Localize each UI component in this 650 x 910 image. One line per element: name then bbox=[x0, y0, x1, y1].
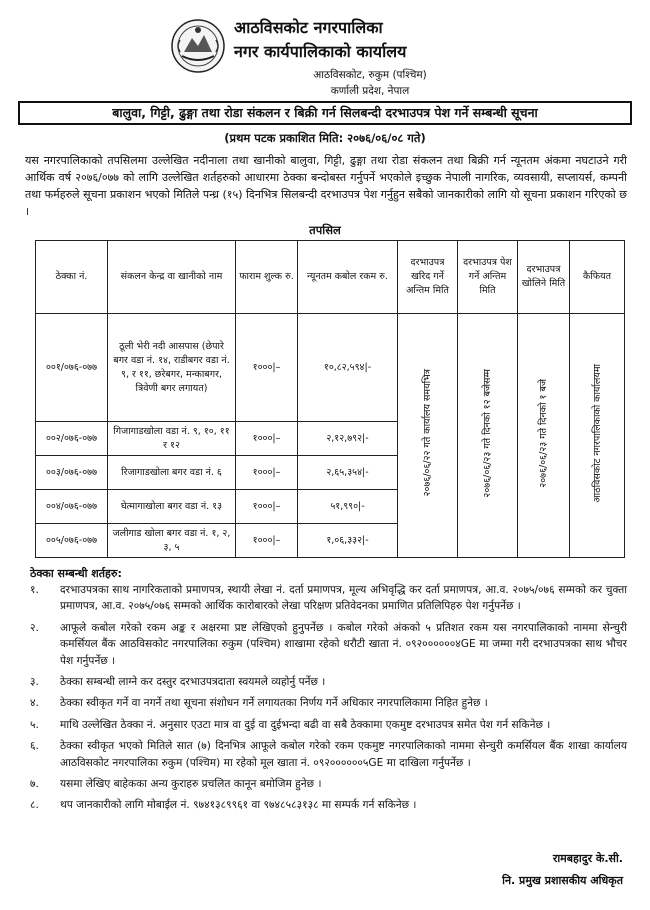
cell-amount: २,६५,३५४|- bbox=[298, 456, 398, 490]
table-header-row bbox=[36, 241, 625, 314]
cell-amount: २,१२,७९२|- bbox=[298, 422, 398, 456]
cell-open-date bbox=[518, 314, 570, 558]
header-remarks: कैफियत bbox=[570, 241, 625, 314]
cell-contract-no: ००४/०७६-०७७ bbox=[36, 490, 108, 524]
item-number: १. bbox=[30, 584, 39, 596]
cell-submit-date bbox=[458, 314, 518, 558]
list-item bbox=[30, 717, 627, 733]
item-text: दरभाउपत्रका साथ नागरिकताको प्रमाणपत्र, स्थायी लेखा नं. दर्ता प्रमाणपत्र, मूल्य अभिवृद्धि कर दर्ता प्रमाणपत्र, आ.व. २०७५/०७६ सम्मको कर चुक्ता प्रमाणपत्र, आ.व. २०७५/०७६ सम्मको आर्थिक कारोबारको लेखा परिक्षण प्रतिवेदनका प्रमाणित प्रतिलिपिहरु पेश गर्नुपर्नेछ । bbox=[60, 584, 627, 613]
open-date-text: २०७६/०६/२३ गते दिनको १ बजे bbox=[538, 378, 549, 488]
header-contract-no: ठेक्का नं. bbox=[36, 241, 108, 314]
item-text: आफूले कबोल गरेको रकम अङ्क र अक्षरमा प्रष्ट लेखिएको हुनुपर्नेछ । कबोल गरेको अंकको ५ प्रतिशत रकम यस नगरपालिकाको नाममा सेन्चुरी कमर्सियल बैंक आठविसकोट नगरपालिका रुकुम (पश्चिम) शाखामा रहेको धरौटी खाता नं. ०९२००००००४GE मा जम्मा गरी दरभाउपत्रका साथ भौचर पेश गर्नुपर्नेछ । bbox=[60, 621, 627, 667]
item-number: ६. bbox=[30, 740, 39, 753]
conditions-title: ठेक्का सम्बन्धी शर्तहरु: bbox=[30, 567, 122, 580]
item-text: ठेक्का स्वीकृत भएको मितिले सात (७) दिनभित्र आफूले कबोल गरेको रकम एकमुष्ट नगरपालिकाको नाममा सेन्चुरी कमर्सियल बैंक शाखा कार्यालय आठविसकोट नगरपालिका रुकुम (पश्चिम) मा रहेको मूल खाता नं. ०९२००००००५GE मा दाखिला गर्नुपर्नेछ । bbox=[60, 740, 627, 769]
cell-amount: १०,८२,५९४|- bbox=[298, 314, 398, 422]
header-form-fee: फाराम शुल्क रु. bbox=[236, 241, 298, 314]
header-location: संकलन केन्द्र वा खानीको नाम bbox=[108, 241, 236, 314]
cell-location: जलीगाड खोला बगर वडा नं. १, २, ३, ५ bbox=[108, 524, 236, 558]
cell-fee: १०००|– bbox=[236, 456, 298, 490]
item-text: माथि उल्लेखित ठेक्का नं. अनुसार एउटा मात्र वा दुई वा दुईभन्दा बढी वा सबै ठेक्कामा एकमुष्ट दरभाउपत्र समेत पेश गर्न सकिनेछ । bbox=[60, 718, 551, 731]
header-open-date: दरभाउपत्र खोलिने मिति bbox=[518, 241, 570, 314]
cell-contract-no: ००२/०७६-०७७ bbox=[36, 422, 108, 456]
nepal-government-emblem-icon bbox=[170, 18, 226, 74]
list-item bbox=[30, 797, 627, 813]
cell-amount: १,०६,३३२|- bbox=[298, 524, 398, 558]
cell-contract-no: ००१/०७६-०७७ bbox=[36, 314, 108, 422]
table-row bbox=[36, 314, 625, 422]
cell-contract-no: ००५/०७६-०७७ bbox=[36, 524, 108, 558]
cell-remarks bbox=[570, 314, 625, 558]
address-line-1: आठविसकोट, रुकुम (पश्चिम) bbox=[313, 69, 427, 81]
cell-location: गिजागाडखोला वडा नं. ९, १०, ११ र १२ bbox=[108, 422, 236, 456]
cell-location: रिजागाडखोला बगर वडा नं. ६ bbox=[108, 456, 236, 490]
list-item bbox=[30, 674, 627, 690]
item-number: २. bbox=[30, 621, 39, 634]
cell-amount: ५१,९९०|- bbox=[298, 490, 398, 524]
cell-fee: १०००|– bbox=[236, 314, 298, 422]
header-min-amount: न्यूनतम कबोल रकम रु. bbox=[298, 241, 398, 314]
item-text: थप जानकारीको लागि मोबाईल नं. ९७४१३८९९६१ वा ९७४८५८३१३८ मा सम्पर्क गर्न सकिनेछ । bbox=[60, 799, 417, 812]
item-number: ७. bbox=[30, 778, 39, 791]
cell-buy-date bbox=[398, 314, 458, 558]
signer-designation: नि. प्रमुख प्रशासकीय अधिकृत bbox=[502, 874, 623, 887]
cell-location: ठूली भेरी नदी आसपास (छेपारे बगर वडा नं. १४, राडीबगर वडा नं. ९, र ११, छरेबगर, मन्काबगर, त्रिवेणी बगर लगायत) bbox=[108, 314, 236, 422]
list-item bbox=[30, 582, 627, 615]
office-name: नगर कार्यपालिकाको कार्यालय bbox=[234, 42, 407, 61]
intro-paragraph bbox=[25, 152, 627, 220]
buy-date-text: २०७६/०६/२२ गते कार्यालय समयभित्र bbox=[422, 369, 433, 497]
item-number: ५. bbox=[30, 718, 39, 731]
item-text: ठेक्का सम्बन्धी लाग्ने कर दस्तुर दरभाउपत्रदाता स्वयमले व्यहोर्नु पर्नेछ । bbox=[60, 676, 326, 689]
cell-location: घेत्मागाखोला बगर वडा नं. १३ bbox=[108, 490, 236, 524]
org-name: आठविसकोट नगरपालिका bbox=[234, 18, 383, 37]
address-line-2: कर्णाली प्रदेश, नेपाल bbox=[330, 85, 410, 97]
cell-contract-no: ००३/०७६-०७७ bbox=[36, 456, 108, 490]
remarks-text: आठविसकोट नगरपालिकाको कार्यालयमा bbox=[591, 363, 603, 503]
item-number: ३. bbox=[30, 676, 39, 689]
intro-text: यस नगरपालिकाको तपसिलमा उल्लेखित नदीनाला तथा खानीको बालुवा, गिट्टी, ढुङ्गा तथा रोडा संकलन तथा बिक्री गर्न न्यूनतम अंकमा नघटाउने गरी आर्थिक वर्ष २०७६/०७७ को लागि उल्लेखित शर्तहरुको आधारमा ठेक्का बन्दोबस्त गर्नुपर्ने भएकोले इच्छुक नेपाली नागरिक, व्यवसायी, सप्लायर्स, कम्पनी तथा फर्महरुले सूचना प्रकाशन भएको मितिले पन्ध्र (१५) दिनभित्र सिलबन्दी दरभाउपत्र पेश गर्नुहुन सबैको जानकारीको लागि यो सूचना प्रकाशन गरिएको छ । bbox=[25, 154, 627, 218]
item-text: ठेक्का स्वीकृत गर्ने वा नगर्ने तथा सूचना संशोधन गर्ने लगायतका निर्णय गर्ने अधिकार नगरपालिकामा निहित हुनेछ । bbox=[60, 697, 488, 710]
list-item bbox=[30, 695, 627, 711]
list-item bbox=[30, 776, 627, 792]
published-date: (प्रथम पटक प्रकाशित मिति: २०७६/०६/०८ गते) bbox=[224, 131, 426, 145]
header-submit-date: दरभाउपत्र पेश गर्ने अन्तिम मिति bbox=[458, 241, 518, 314]
cell-fee: १०००|– bbox=[236, 524, 298, 558]
conditions-list bbox=[30, 582, 627, 819]
submit-date-text: २०७६/०६/२३ गते दिनको १२ बजेसम्म bbox=[482, 368, 493, 498]
item-text: यसमा लेखिए बाहेकका अन्य कुराहरु प्रचलित कानून बमोजिम हुनेछ । bbox=[60, 778, 322, 791]
notice-title: बालुवा, गिट्टी, ढुङ्गा तथा रोडा संकलन र बिक्री गर्न सिलबन्दी दरभाउपत्र पेश गर्ने सम्बन्धी सूचना bbox=[18, 101, 632, 125]
cell-fee: १०००|– bbox=[236, 422, 298, 456]
schedule-table bbox=[35, 240, 624, 558]
list-item bbox=[30, 738, 627, 771]
signer-name: रामबहादुर के.सी. bbox=[552, 852, 623, 865]
item-number: ८. bbox=[30, 799, 39, 812]
schedule-heading: तपसिल bbox=[309, 223, 341, 237]
item-number: ४. bbox=[30, 697, 39, 710]
cell-fee: १०००|– bbox=[236, 490, 298, 524]
header-buy-date: दरभाउपत्र खरिद गर्ने अन्तिम मिति bbox=[398, 241, 458, 314]
list-item bbox=[30, 620, 627, 669]
